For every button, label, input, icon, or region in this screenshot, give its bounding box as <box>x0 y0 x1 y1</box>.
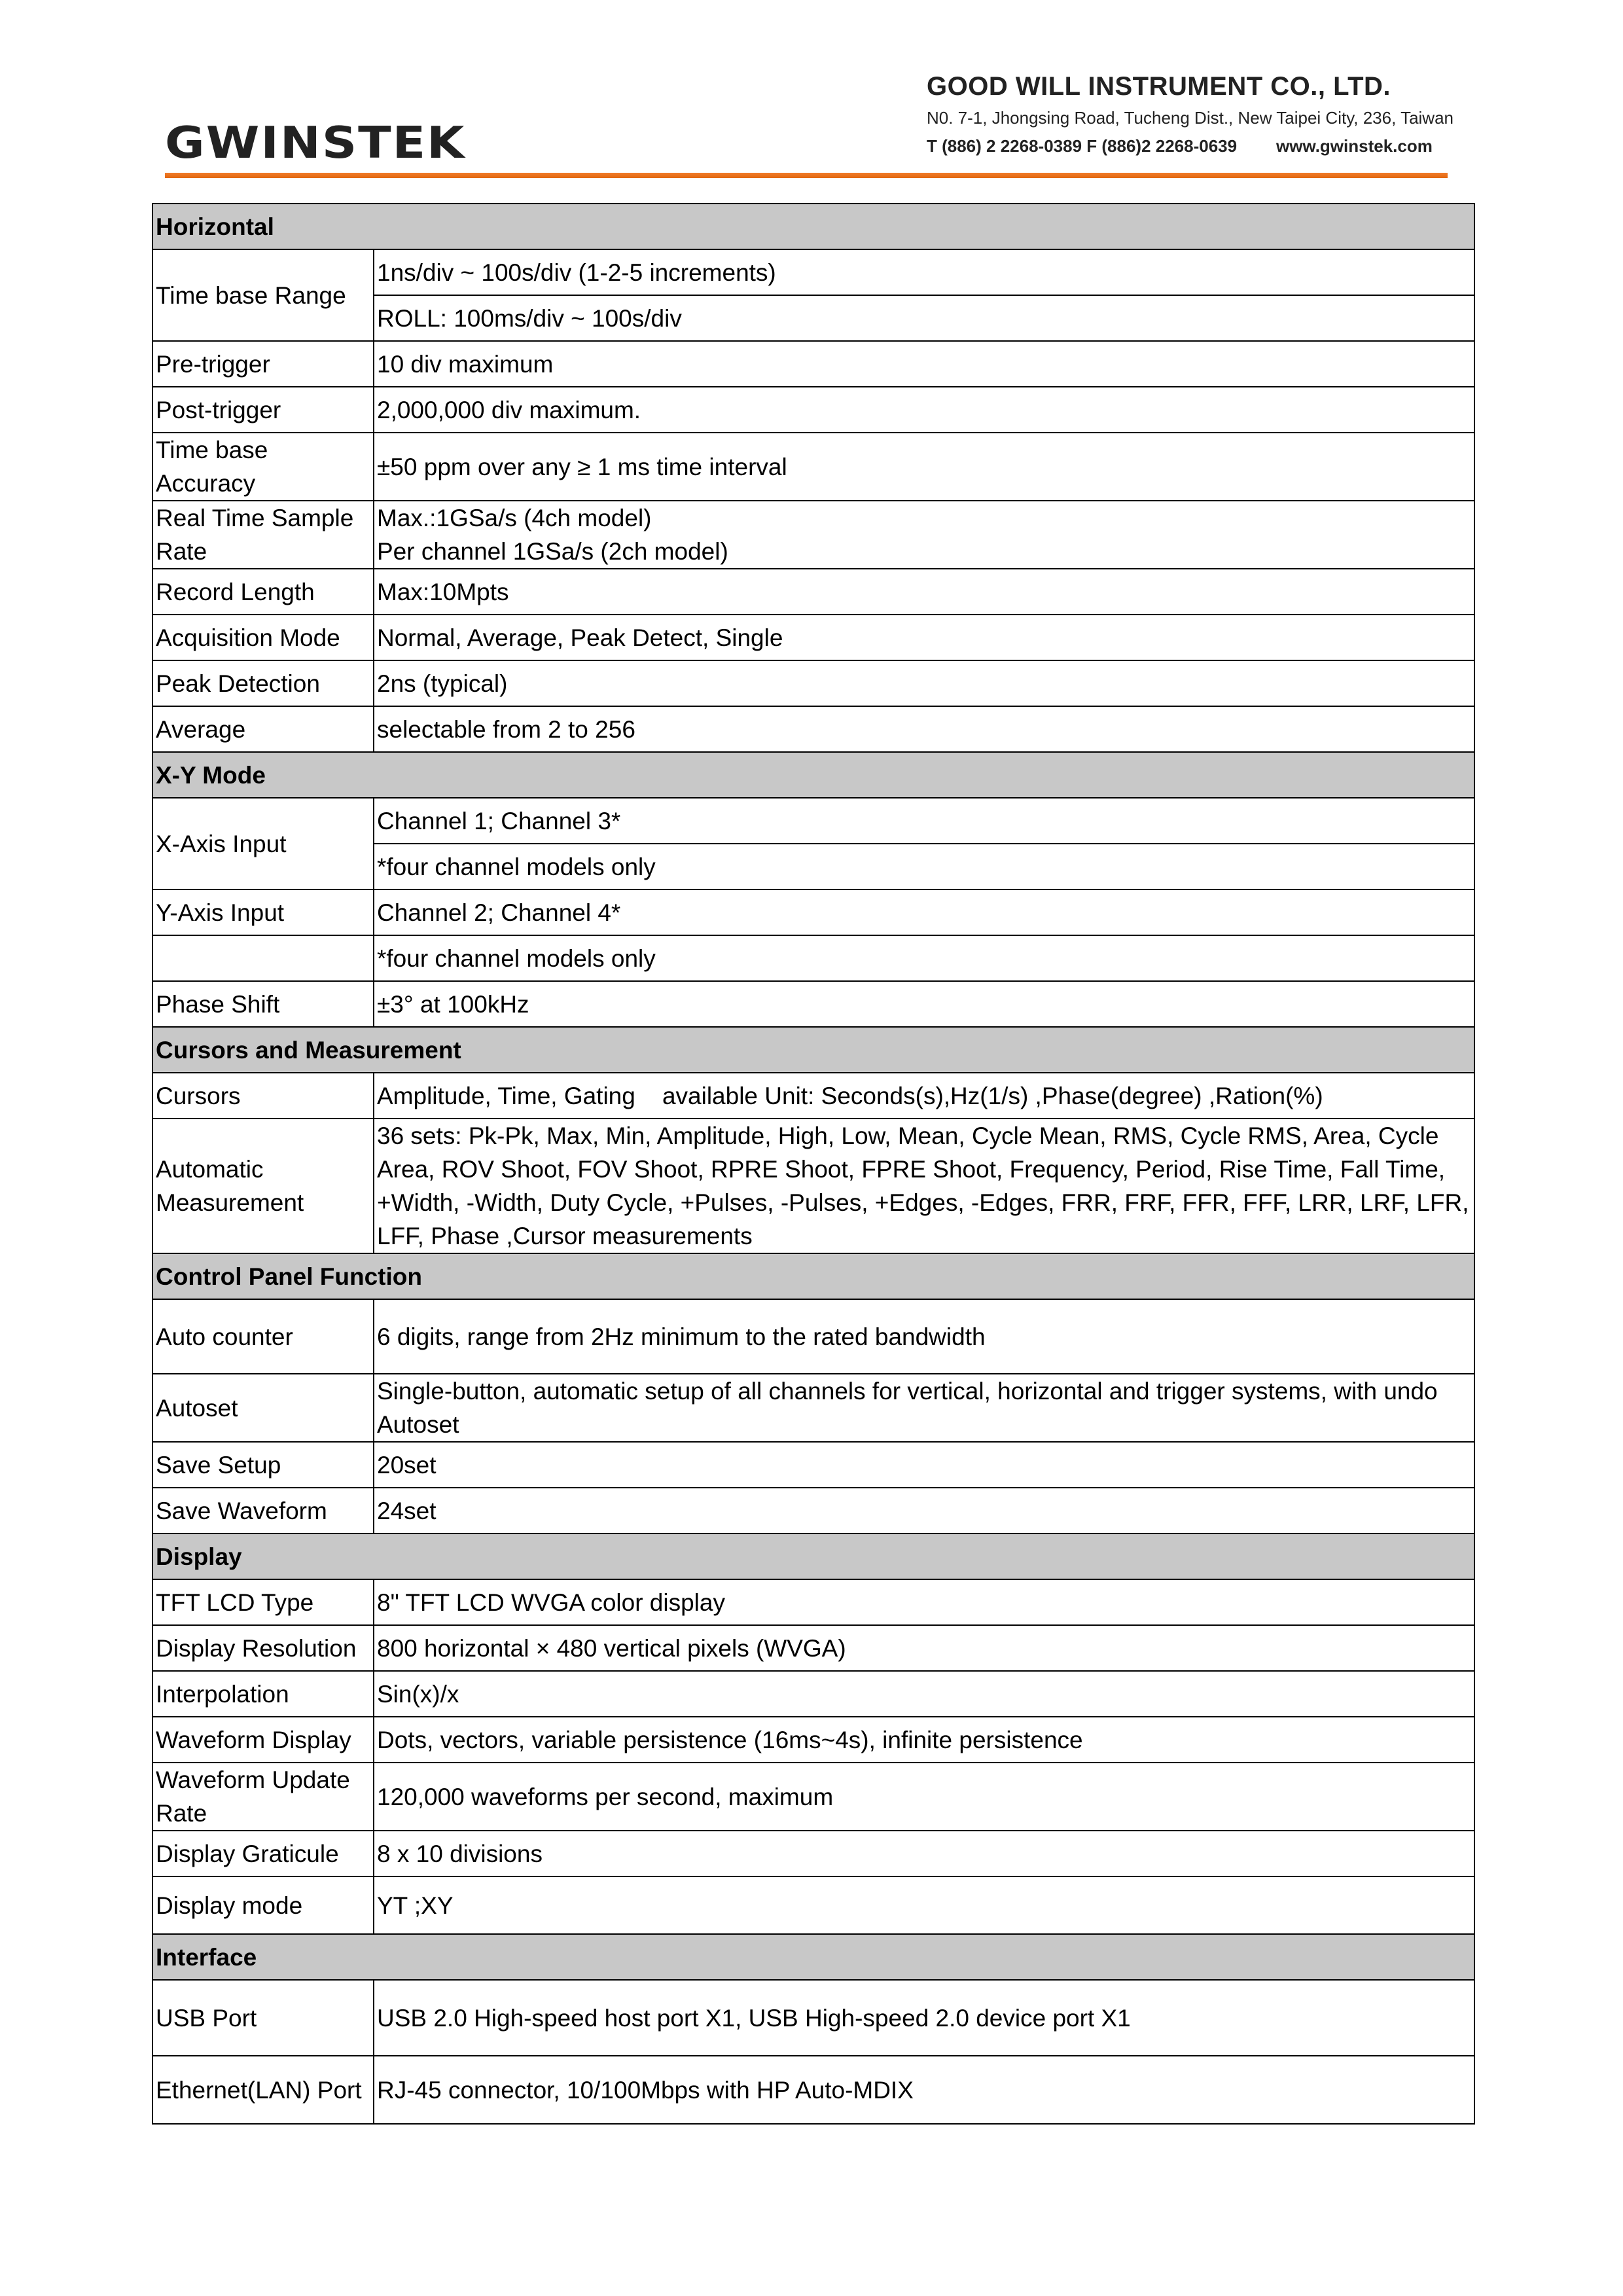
spec-value: 120,000 waveforms per second, maximum <box>374 1763 1474 1831</box>
spec-label: Time base Accuracy <box>152 433 374 501</box>
spec-label: Waveform Display <box>152 1717 374 1763</box>
spec-value: Normal, Average, Peak Detect, Single <box>374 615 1474 660</box>
company-phone-fax: T (886) 2 2268-0389 F (886)2 2268-0639 <box>927 136 1238 156</box>
spec-value: 8" TFT LCD WVGA color display <box>374 1579 1474 1625</box>
spec-value: 20set <box>374 1442 1474 1488</box>
table-row <box>152 1876 1474 1934</box>
spec-value: USB 2.0 High-speed host port X1, USB High-speed 2.0 device port X1 <box>374 1980 1474 2056</box>
section-header-horizontal <box>152 204 1474 249</box>
spec-label: Time base Range <box>152 249 374 341</box>
spec-value <box>374 501 1474 569</box>
table-row <box>152 1579 1474 1625</box>
table-row <box>152 501 1474 569</box>
spec-label: Post-trigger <box>152 387 374 433</box>
spec-value-line: Max.:1GSa/s (4ch model) <box>377 505 652 531</box>
spec-value: ±50 ppm over any ≥ 1 ms time interval <box>374 433 1474 501</box>
header-divider <box>165 173 1448 178</box>
company-name: GOOD WILL INSTRUMENT CO., LTD. <box>927 72 1391 101</box>
section-title: Horizontal <box>152 204 1474 249</box>
spec-value: 10 div maximum <box>374 341 1474 387</box>
spec-label: Peak Detection <box>152 660 374 706</box>
spec-value: ROLL: 100ms/div ~ 100s/div <box>374 295 1474 341</box>
spec-value: 36 sets: Pk-Pk, Max, Min, Amplitude, High, Low, Mean, Cycle Mean, RMS, Cycle RMS, Area, Cycle Area, ROV Shoot, FOV Shoot, RPRE Shoot, FPRE Shoot, Frequency, Period, Rise Time, Fall Time, +Width, -Width, Duty Cycle, +Pulses, -Pulses, +Edges, -Edges, FRR, FRF, FFR, FFF, LRR, LRF, LFR, LFF, Phase ,Cursor measurements <box>374 1119 1474 1253</box>
spec-label: TFT LCD Type <box>152 1579 374 1625</box>
table-row <box>152 798 1474 844</box>
table-row <box>152 660 1474 706</box>
spec-label: Automatic Measurement <box>152 1119 374 1253</box>
spec-label-empty <box>152 935 374 981</box>
table-row <box>152 387 1474 433</box>
spec-value: 24set <box>374 1488 1474 1534</box>
spec-label: Pre-trigger <box>152 341 374 387</box>
spec-value: 800 horizontal × 480 vertical pixels (WVGA) <box>374 1625 1474 1671</box>
section-header-control-panel <box>152 1253 1474 1299</box>
spec-value: Single-button, automatic setup of all channels for vertical, horizontal and trigger systems, with undo Autoset <box>374 1374 1474 1442</box>
table-row <box>152 1299 1474 1374</box>
company-website: www.gwinstek.com <box>1276 136 1433 156</box>
spec-label: Average <box>152 706 374 752</box>
spec-value: *four channel models only <box>374 935 1474 981</box>
spec-table <box>152 203 1475 2125</box>
section-title: Interface <box>152 1934 1474 1980</box>
spec-value: 6 digits, range from 2Hz minimum to the rated bandwidth <box>374 1299 1474 1374</box>
spec-label: Interpolation <box>152 1671 374 1717</box>
section-title: Cursors and Measurement <box>152 1027 1474 1073</box>
spec-label: Record Length <box>152 569 374 615</box>
table-row <box>152 2056 1474 2124</box>
table-row <box>152 1763 1474 1831</box>
section-title: X-Y Mode <box>152 752 1474 798</box>
spec-value: Max:10Mpts <box>374 569 1474 615</box>
spec-label: Save Waveform <box>152 1488 374 1534</box>
table-row <box>152 433 1474 501</box>
spec-label: Display Graticule <box>152 1831 374 1876</box>
table-row <box>152 1119 1474 1253</box>
spec-label: Display Resolution <box>152 1625 374 1671</box>
spec-value: ±3° at 100kHz <box>374 981 1474 1027</box>
table-row <box>152 1980 1474 2056</box>
table-row <box>152 615 1474 660</box>
spec-value-line: Per channel 1GSa/s (2ch model) <box>377 538 728 565</box>
table-row <box>152 341 1474 387</box>
spec-value: 2,000,000 div maximum. <box>374 387 1474 433</box>
table-row <box>152 569 1474 615</box>
table-row <box>152 1442 1474 1488</box>
section-title: Control Panel Function <box>152 1253 1474 1299</box>
company-info <box>927 72 1476 156</box>
spec-label: Autoset <box>152 1374 374 1442</box>
spec-label: X-Axis Input <box>152 798 374 889</box>
spec-label: Acquisition Mode <box>152 615 374 660</box>
section-title: Display <box>152 1534 1474 1579</box>
table-row <box>152 1374 1474 1442</box>
company-logo: GWINSTEK <box>165 118 466 169</box>
spec-label: Ethernet(LAN) Port <box>152 2056 374 2124</box>
spec-label: Save Setup <box>152 1442 374 1488</box>
section-header-cursors <box>152 1027 1474 1073</box>
spec-value: RJ-45 connector, 10/100Mbps with HP Auto-MDIX <box>374 2056 1474 2124</box>
table-row <box>152 1717 1474 1763</box>
page-header <box>0 0 1623 190</box>
table-row <box>152 935 1474 981</box>
spec-value: Channel 2; Channel 4* <box>374 889 1474 935</box>
table-row <box>152 981 1474 1027</box>
spec-value: *four channel models only <box>374 844 1474 889</box>
spec-label: Real Time Sample Rate <box>152 501 374 569</box>
table-row <box>152 706 1474 752</box>
section-header-xy-mode <box>152 752 1474 798</box>
company-contact <box>927 136 1476 156</box>
table-row <box>152 1625 1474 1671</box>
table-row <box>152 1671 1474 1717</box>
spec-label: Auto counter <box>152 1299 374 1374</box>
table-row <box>152 889 1474 935</box>
table-row <box>152 1831 1474 1876</box>
spec-label: Phase Shift <box>152 981 374 1027</box>
table-row <box>152 1073 1474 1119</box>
spec-value: Dots, vectors, variable persistence (16ms~4s), infinite persistence <box>374 1717 1474 1763</box>
spec-label: Cursors <box>152 1073 374 1119</box>
spec-label: Y-Axis Input <box>152 889 374 935</box>
spec-value: YT ;XY <box>374 1876 1474 1934</box>
spec-label: USB Port <box>152 1980 374 2056</box>
spec-label: Waveform Update Rate <box>152 1763 374 1831</box>
spec-value: selectable from 2 to 256 <box>374 706 1474 752</box>
company-address: N0. 7-1, Jhongsing Road, Tucheng Dist., New Taipei City, 236, Taiwan <box>927 108 1454 128</box>
spec-value: Sin(x)/x <box>374 1671 1474 1717</box>
section-header-interface <box>152 1934 1474 1980</box>
table-row <box>152 1488 1474 1534</box>
spec-value: Channel 1; Channel 3* <box>374 798 1474 844</box>
spec-value: 2ns (typical) <box>374 660 1474 706</box>
table-row <box>152 249 1474 295</box>
spec-value: Amplitude, Time, Gating available Unit: Seconds(s),Hz(1/s) ,Phase(degree) ,Ration(%) <box>374 1073 1474 1119</box>
spec-value: 1ns/div ~ 100s/div (1-2-5 increments) <box>374 249 1474 295</box>
section-header-display <box>152 1534 1474 1579</box>
spec-label: Display mode <box>152 1876 374 1934</box>
spec-value: 8 x 10 divisions <box>374 1831 1474 1876</box>
